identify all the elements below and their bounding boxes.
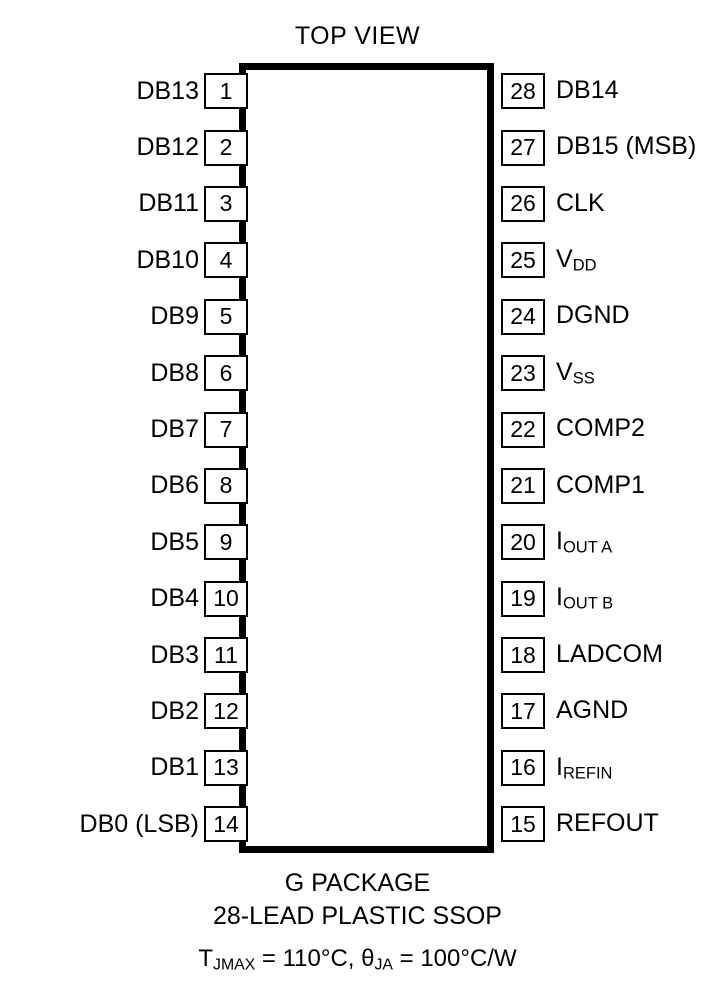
right-pin-label — [556, 132, 715, 163]
right-pin-number: 20 — [501, 524, 545, 560]
left-pin-number: 3 — [204, 186, 248, 222]
right-pin-label — [556, 358, 715, 389]
right-pin-number: 21 — [501, 468, 545, 504]
left-pin-number: 4 — [204, 242, 248, 278]
thermal-caption: $T_{JMAX} = 110^\circ C$, $\theta_{JA} = 100^\circ C/W$ — [198, 945, 517, 974]
right-pin-number: 22 — [501, 412, 545, 448]
left-pin-number: 14 — [204, 806, 248, 842]
left-pin-label: DB7 — [150, 415, 199, 444]
pin-rows — [0, 63, 715, 852]
pin-row — [0, 458, 715, 514]
right-pin-label — [556, 245, 715, 276]
right-pin-label — [556, 76, 715, 107]
right-pin-label-subscript: REFIN — [562, 764, 613, 783]
right-pin-label — [556, 471, 715, 502]
right-pin-label-subscript: OUT A — [562, 538, 613, 557]
left-pin-label: DB8 — [150, 358, 199, 387]
left-pin-number: 6 — [204, 355, 248, 391]
left-pin-number: 8 — [204, 468, 248, 504]
left-pin-number: 12 — [204, 693, 248, 729]
left-pin-number: 10 — [204, 581, 248, 617]
left-pin-number: 7 — [204, 412, 248, 448]
right-pin-number: 18 — [501, 637, 545, 673]
left-pin-number: 2 — [204, 130, 248, 166]
left-pin-label: DB5 — [150, 527, 199, 556]
right-pin-label-base: DB14 — [556, 75, 619, 104]
left-pin-label: DB4 — [150, 584, 199, 613]
tjmax-subscript: JMAX — [213, 956, 256, 974]
pin-row — [0, 796, 715, 852]
right-pin-number: 26 — [501, 186, 545, 222]
right-pin-label-base: COMP1 — [556, 470, 645, 499]
left-pin-number: 13 — [204, 750, 248, 786]
right-pin-label-base: DB15 (MSB) — [556, 132, 697, 161]
right-pin-number: 23 — [501, 355, 545, 391]
right-pin-label-subscript: DD — [572, 256, 597, 275]
pin-row — [0, 289, 715, 345]
top-view-label: TOP VIEW — [294, 22, 421, 50]
right-pin-label — [556, 696, 715, 727]
pin-row — [0, 63, 715, 119]
right-pin-label-base: AGND — [556, 696, 629, 725]
right-pin-number: 15 — [501, 806, 545, 842]
right-pin-number: 28 — [501, 73, 545, 109]
pin-row — [0, 401, 715, 457]
right-pin-label-base: I — [556, 583, 563, 612]
pin-row — [0, 232, 715, 288]
right-pin-label-base: LADCOM — [556, 639, 663, 668]
left-pin-number: 9 — [204, 524, 248, 560]
package-caption-line2: 28-LEAD PLASTIC SSOP — [212, 902, 502, 930]
right-pin-label — [556, 809, 715, 840]
right-pin-label-subscript: OUT B — [562, 595, 614, 614]
left-pin-label: DB12 — [136, 133, 199, 162]
pin-row — [0, 683, 715, 739]
right-pin-number: 24 — [501, 299, 545, 335]
right-pin-label — [556, 640, 715, 671]
pin-row — [0, 740, 715, 796]
pin-row — [0, 571, 715, 627]
left-pin-label: DB13 — [136, 76, 199, 105]
right-pin-label — [556, 414, 715, 445]
left-pin-label: DB10 — [136, 245, 199, 274]
right-pin-label — [556, 527, 715, 558]
package-caption-line1: G PACKAGE — [284, 869, 431, 897]
right-pin-label-base: I — [556, 752, 563, 781]
left-pin-label: DB3 — [150, 640, 199, 669]
right-pin-number: 27 — [501, 130, 545, 166]
right-pin-number: 16 — [501, 750, 545, 786]
left-pin-number: 1 — [204, 73, 248, 109]
left-pin-number: 11 — [204, 637, 248, 673]
right-pin-label — [556, 583, 715, 614]
left-pin-label: DB9 — [150, 302, 199, 331]
pin-row — [0, 514, 715, 570]
right-pin-label-base: I — [556, 527, 563, 555]
right-pin-number: 19 — [501, 581, 545, 617]
left-pin-label: DB1 — [150, 753, 199, 782]
pin-row — [0, 627, 715, 683]
right-pin-label-base: V — [556, 245, 573, 274]
right-pin-number: 25 — [501, 242, 545, 278]
right-pin-label — [556, 753, 715, 784]
right-pin-label-base: REFOUT — [556, 808, 659, 837]
left-pin-label: DB2 — [150, 696, 199, 725]
theta-ja-subscript: JA — [374, 956, 393, 974]
right-pin-number: 17 — [501, 693, 545, 729]
left-pin-label: DB0 (LSB) — [79, 809, 199, 838]
pin-row — [0, 345, 715, 401]
pin-row — [0, 119, 715, 175]
left-pin-label: DB6 — [150, 471, 199, 500]
right-pin-label-base: V — [556, 357, 573, 386]
pin-row — [0, 176, 715, 232]
right-pin-label-base: DGND — [556, 301, 630, 330]
left-pin-number: 5 — [204, 299, 248, 335]
left-pin-label: DB11 — [138, 189, 199, 218]
right-pin-label — [556, 301, 715, 332]
right-pin-label-base: COMP2 — [556, 414, 645, 443]
right-pin-label — [556, 189, 715, 220]
right-pin-label-subscript: SS — [572, 369, 595, 388]
right-pin-label-base: CLK — [556, 188, 605, 217]
